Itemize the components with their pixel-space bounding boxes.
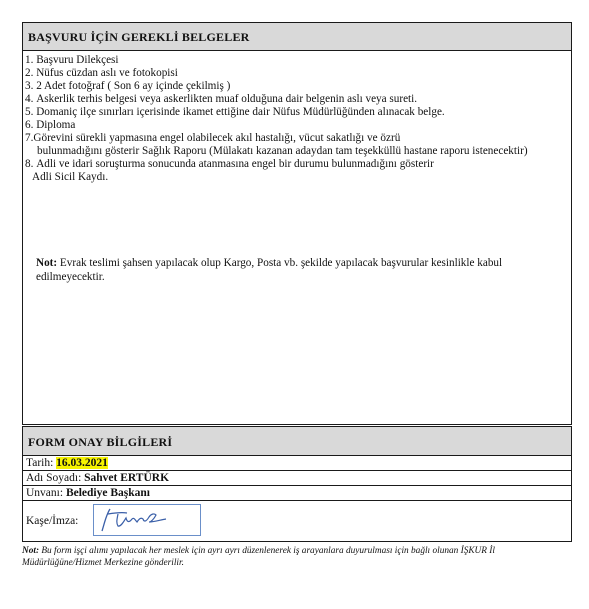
- requirements-title: BAŞVURU İÇİN GEREKLİ BELGELER: [23, 23, 571, 51]
- item-number: 7.: [25, 132, 34, 144]
- list-item-continuation: [25, 171, 567, 184]
- name-row: [23, 471, 571, 486]
- item-text: Domaniç ilçe sınırları içerisinde ikamet ettiğine dair Nüfus Müdürlüğünden alınacak belge.: [36, 106, 445, 118]
- list-item: [25, 132, 567, 145]
- footnote-text: Bu form işçi alımı yapılacak her meslek için ayrı ayrı düzenlenerek iş arayanlara duyurulması için bağlı olunan İŞKUR İl Müdürlüğüne/Hizmet Merkezine gönderilir.: [22, 546, 495, 568]
- note-text: Evrak teslimi şahsen yapılacak olup Kargo, Posta vb. şekilde yapılacak başvurular kesinlikle kabul edilmeyecektir.: [36, 257, 503, 283]
- item-text: Başvuru Dilekçesi: [36, 54, 119, 66]
- stamp-row: [23, 501, 571, 542]
- requirements-note: [36, 256, 556, 284]
- date-row: [23, 456, 571, 471]
- signature: [93, 504, 201, 536]
- requirements-section: [22, 22, 572, 425]
- item-text: Adli ve idari soruşturma sonucunda atanmasına engel bir durumu bulunmadığını gösterir: [36, 158, 434, 170]
- date-label: Tarih:: [26, 457, 57, 469]
- item-text: Görevini sürekli yapmasına engel olabilecek akıl hastalığı, vücut sakatlığı ve özrü: [33, 132, 401, 144]
- approval-section: [22, 426, 572, 542]
- list-item: [25, 106, 567, 119]
- item-text: Nüfus cüzdan aslı ve fotokopisi: [36, 67, 178, 79]
- requirements-list: [25, 54, 567, 184]
- list-item: [25, 54, 567, 67]
- name-label: Adı Soyadı:: [26, 472, 85, 484]
- date-value: 16.03.2021: [56, 457, 108, 469]
- approval-title: FORM ONAY BİLGİLERİ: [23, 427, 571, 456]
- item-number: 5.: [25, 106, 37, 118]
- item-number: 8.: [25, 158, 37, 170]
- list-item: [25, 119, 567, 132]
- item-text: Diploma: [36, 119, 76, 131]
- item-text: 2 Adet fotoğraf ( Son 6 ay içinde çekilmiş ): [36, 80, 231, 92]
- title-row: [23, 486, 571, 501]
- list-item: [25, 93, 567, 106]
- item-number: 3.: [25, 80, 37, 92]
- item-text: Adli Sicil Kaydı.: [32, 171, 109, 183]
- title-label: Unvanı:: [26, 487, 66, 499]
- item-number: 2.: [25, 67, 37, 79]
- title-value: Belediye Başkanı: [65, 487, 150, 499]
- item-text: bulunmadığını gösterir Sağlık Raporu (Mülakatı kazanan adaydan tam teşekküllü hastane raporu istenecektir): [37, 145, 528, 157]
- item-number: 6.: [25, 119, 37, 131]
- name-value: Sahvet ERTÜRK: [84, 472, 170, 484]
- signature-icon: [94, 505, 202, 537]
- footnote-label: Not:: [22, 546, 40, 556]
- stamp-label: Kaşe/İmza:: [26, 515, 79, 527]
- note-label: Not:: [36, 257, 58, 269]
- item-text: Askerlik terhis belgesi veya askerlikten muaf olduğuna dair belgenin aslı veya sureti.: [36, 93, 418, 105]
- item-number: 4.: [25, 93, 37, 105]
- list-item-continuation: [25, 145, 567, 158]
- item-number: 1.: [25, 54, 37, 66]
- list-item: [25, 80, 567, 93]
- list-item: [25, 67, 567, 80]
- list-item: [25, 158, 567, 171]
- footnote: [22, 545, 572, 569]
